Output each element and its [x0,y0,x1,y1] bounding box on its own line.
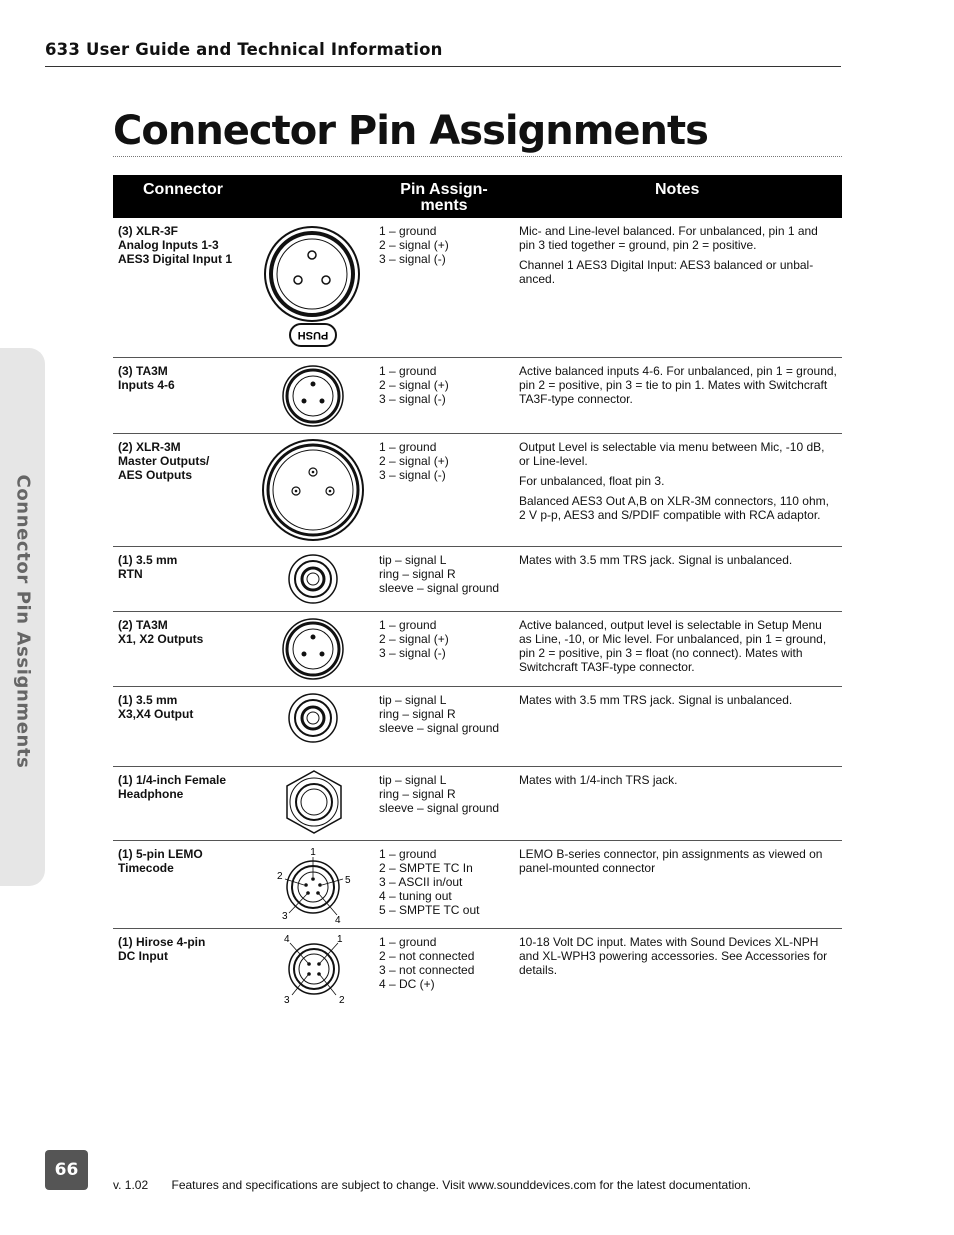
connector-name: (1) 3.5 mm X3,X4 Output [118,693,194,721]
table-row [113,218,842,358]
connector-name: (2) TA3M X1, X2 Outputs [118,618,204,646]
pin-assignments: 1 – ground 2 – SMPTE TC In 3 – ASCII in/out 4 – tuning out 5 – SMPTE TC out [379,847,480,917]
connector-name: (2) XLR-3M Master Outputs/ AES Outputs [118,440,210,482]
side-tab-label: Connector Pin Assignments [12,474,34,768]
notes: Mates with 3.5 mm TRS jack. Signal is unbalanced. [519,553,793,567]
svg-text:3: 3 [284,995,290,1006]
page-number: 66 [45,1150,88,1190]
table-row [113,687,842,767]
table-header [113,175,842,218]
page-title: Connector Pin Assignments [113,106,842,157]
column-header-connector: Connector [143,181,223,198]
pin-assignments: tip – signal L ring – signal R sleeve – signal ground [379,773,500,815]
lemo-5pin-icon [273,843,355,927]
hirose-4pin-icon [278,931,350,1009]
notes: Output Level is selectable via menu between Mic, -10 dB, or Line-level. For unbalanced, float pin 3. Balanced AES3 Out A,B on XLR-3M connectors, 110 ohm, 2 V p-p, AES3 and S/PDIF compatible with RCA adaptor. [519,440,829,522]
table-row [113,612,842,687]
page-header [45,40,841,67]
notes: 10-18 Volt DC input. Mates with Sound Devices XL-NPH and XL-WPH3 powering accessories. See Accessories for details. [519,935,828,977]
svg-text:5: 5 [345,875,351,886]
connector-name: (3) XLR-3F Analog Inputs 1-3 AES3 Digital Input 1 [118,224,233,266]
table-row [113,547,842,612]
notes: Mic- and Line-level balanced. For unbalanced, pin 1 and pin 3 tied together = ground, pin 2 = positive. Channel 1 AES3 Digital Input: AES3 balanced or unbal-anced. [519,224,818,286]
svg-text:1: 1 [310,847,316,858]
table-row [113,358,842,434]
push-label: PUSH [297,329,329,341]
pin-assignments: tip – signal L ring – signal R sleeve – signal ground [379,693,500,735]
mini-jack-icon [287,692,339,744]
table-row [113,929,842,1011]
notes: Active balanced inputs 4-6. For unbalanced, pin 1 = ground, pin 2 = positive, pin 3 = tie to pin 1. Mates with Switchcraft TA3F-type connector. [519,364,837,406]
footer-text: Features and specifications are subject to change. Visit www.sounddevices.com for the latest documentation. [171,1178,751,1192]
notes: Mates with 3.5 mm TRS jack. Signal is unbalanced. [519,693,793,707]
svg-text:2: 2 [277,871,283,882]
notes: LEMO B-series connector, pin assignments as viewed on panel-mounted connector [519,847,823,875]
connector-name: (1) Hirose 4-pin DC Input [118,935,206,963]
svg-text:4: 4 [335,915,341,926]
notes: Active balanced, output level is selectable in Setup Menu as Line, -10, or Mic level. For unbalanced, pin 1 = ground, pin 2 = positive, pin 3 = float (no connect). Mates with Switchcraft TA3F-type connector. [519,618,827,674]
pin-assignments: 1 – ground 2 – signal (+) 3 – signal (-) [379,618,449,660]
mini-jack-icon [287,553,339,605]
pin-assignments: 1 – ground 2 – signal (+) 3 – signal (-) [379,364,449,406]
xlr-male-icon [261,438,365,542]
svg-text:2: 2 [339,995,345,1006]
header-text: 633 User Guide and Technical Information [45,40,443,59]
pin-assignments: tip – signal L ring – signal R sleeve – signal ground [379,553,500,595]
xlr-female-icon [261,222,371,352]
notes: Mates with 1/4-inch TRS jack. [519,773,678,787]
column-header-notes: Notes [655,181,700,198]
svg-text:3: 3 [282,911,288,922]
svg-text:4: 4 [284,934,290,945]
table-row [113,767,842,841]
pin-assignments: 1 – ground 2 – not connected 3 – not connected 4 – DC (+) [379,935,475,991]
svg-text:1: 1 [337,934,343,945]
pin-assignments: 1 – ground 2 – signal (+) 3 – signal (-) [379,440,449,482]
pin-assignments: 1 – ground 2 – signal (+) 3 – signal (-) [379,224,449,266]
connector-name: (3) TA3M Inputs 4-6 [118,364,175,392]
connector-name: (1) 3.5 mm RTN [118,553,178,581]
quarter-inch-jack-icon [283,769,345,835]
version-label: v. 1.02 [113,1178,149,1192]
ta3m-icon [281,364,345,428]
connector-name: (1) 5-pin LEMO Timecode [118,847,203,875]
connector-name: (1) 1/4-inch Female Headphone [118,773,227,801]
table-row [113,841,842,929]
column-header-pins: Pin Assign- ments [400,181,488,214]
footer [113,1178,751,1192]
ta3m-icon [281,617,345,681]
table-row [113,434,842,547]
